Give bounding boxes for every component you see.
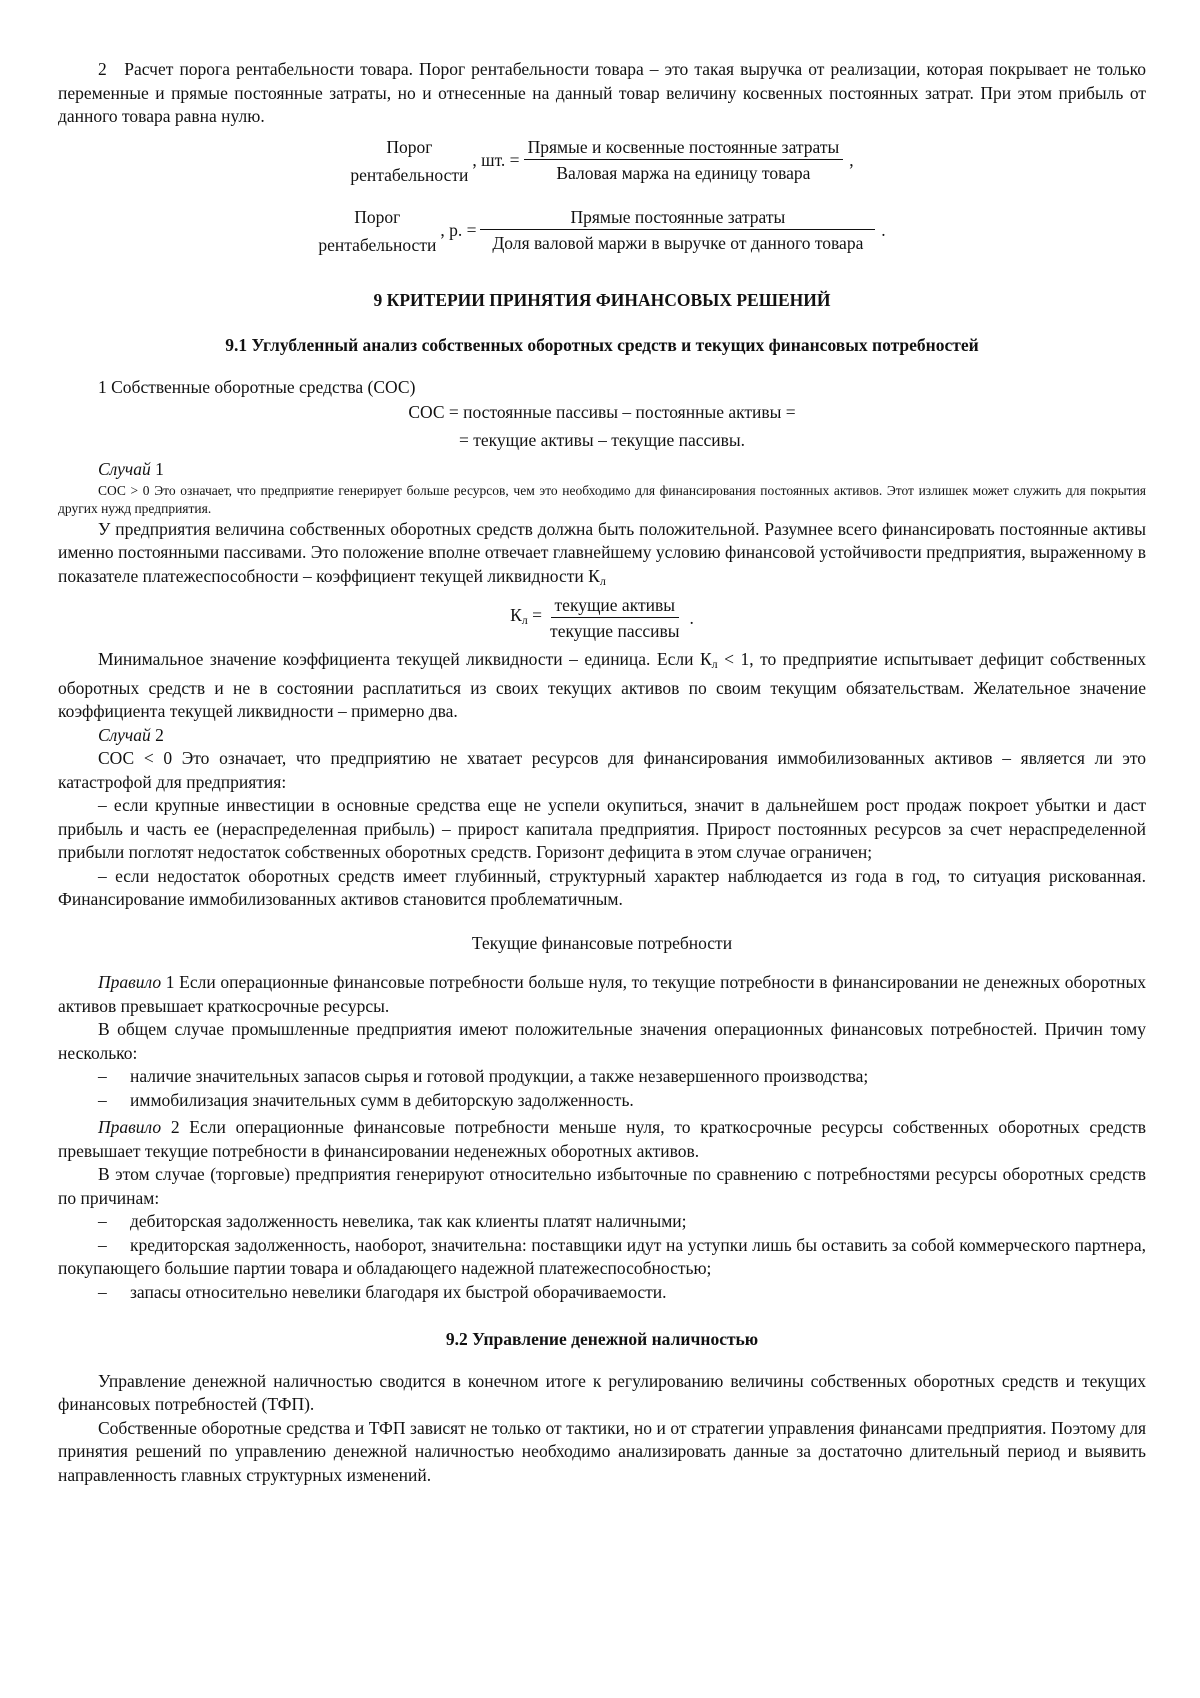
dash-marker: – (98, 1089, 107, 1110)
sos-title: 1 Собственные оборотные средства (СОС) (98, 376, 416, 397)
dash-marker: – (98, 1066, 107, 1086)
rule-2 (58, 1116, 1146, 1163)
kl-numerator: текущие активы (551, 593, 679, 618)
subheading-current-needs: Текущие финансовые потребности (471, 932, 733, 953)
formula-unit: , р. = (440, 219, 477, 240)
case-2-label (58, 724, 1146, 748)
list-2-item-3 (58, 1281, 1146, 1305)
formula-break-even-rub (58, 203, 1146, 259)
rule-1 (58, 971, 1146, 1018)
kl-subscript: л (599, 573, 606, 588)
list-item-text: наличие значительных запасов сырья и готовой продукции, а также незавершенного производства; (130, 1066, 869, 1086)
kl-symbol (510, 604, 542, 633)
list-item-text: дебиторская задолженность невелика, так как клиенты платят наличными; (130, 1211, 687, 1231)
min-liquidity-part1: Минимальное значение коэффициента текущей ликвидности – единица. Если К (98, 649, 712, 669)
section-heading-9: 9 КРИТЕРИИ ПРИНЯТИЯ ФИНАНСОВЫХ РЕШЕНИЙ (373, 289, 831, 310)
list-2-item-1 (58, 1210, 1146, 1234)
kl-fraction (546, 593, 683, 644)
kl-denominator: текущие пассивы (550, 621, 680, 641)
formula-break-even-units (58, 133, 1146, 189)
paragraph-cash-management: Управление денежной наличностью сводится в конечном итоге к регулированию величины собственных оборотных средств и текущих финансовых потребностей (ТФП). (58, 1370, 1146, 1414)
list-2-item-2 (58, 1234, 1146, 1281)
formula-lhs-line2: рентабельности (318, 234, 437, 255)
kl-end: . (689, 607, 694, 628)
sos-formula-line1: СОС = постоянные пассивы – постоянные активы = (408, 402, 796, 422)
subsection-heading-9-1: 9.1 Углубленный анализ собственных оборотных средств и текущих финансовых потребностей (225, 335, 979, 355)
rule-2-text: 2 Если операционные финансовые потребности меньше нуля, то краткосрочные ресурсы собственных оборотных средств превышает текущие потребности в финансировании неденежных оборотных активов. (58, 1117, 1146, 1161)
formula-lhs-line2: рентабельности (350, 164, 469, 185)
rule-1-text: 1 Если операционные финансовые потребности больше нуля, то текущие потребности в финансировании не денежных оборотных активов превышает краткосрочные ресурсы. (58, 972, 1146, 1016)
min-liquidity-part2: < 1, то предприятие испытывает дефицит собственных оборотных средств и не в состоянии расплатиться из своих текущих активов по своим текущим обязательствам. Желательное значение коэффициента текущей ликвидности – примерно два. (58, 649, 1146, 721)
formula-lhs (318, 203, 436, 259)
formula-denominator: Валовая маржа на единицу товара (556, 163, 811, 183)
dash-marker: – (98, 1211, 107, 1231)
formula-denominator: Доля валовой маржи в выручке от данного товара (492, 233, 864, 253)
paragraph-investments: – если крупные инвестиции в основные средства еще не успели окупиться, значит в дальнейшем рост продаж покроет убытки и даст прибыль и часть ее (нераспределенная прибыль) – прирост капитала предприятия. Прирост постоянных ресурсов за счет нераспределенной прибыли поглотят недостаток собственных оборотных средств. Горизонт дефицита в этом случае ограничен; (58, 795, 1146, 862)
list-1-item-1 (58, 1065, 1146, 1089)
paragraph-structural-deficit: – если недостаток оборотных средств имеет глубинный, структурный характер наблюдается из года в год, то ситуация рискованная. Финансирование иммобилизованных активов становится проблематичным. (58, 865, 1146, 909)
formula-numerator: Прямые и косвенные постоянные затраты (524, 135, 844, 160)
formula-liquidity-ratio (58, 593, 1146, 644)
dash-marker: – (98, 1281, 107, 1302)
case-1-word: Случай (98, 459, 151, 479)
formula-unit: , шт. = (472, 149, 520, 170)
kl-letter: К (510, 605, 522, 626)
list-1-item-2 (58, 1089, 1146, 1113)
case-1-label (58, 458, 1146, 482)
rule-1-word: Правило (98, 972, 162, 992)
list-item-text: иммобилизация значительных сумм в дебиторскую задолженность. (130, 1089, 634, 1110)
formula-lhs (350, 133, 468, 189)
formula-numerator: Прямые постоянные затраты (480, 205, 875, 230)
formula-end: , (849, 149, 854, 170)
paragraph-min-liquidity (58, 648, 1146, 724)
formula-lhs-line1: Порог (354, 206, 401, 227)
paragraph-trading: В этом случае (торговые) предприятия генерируют относительно избыточные по сравнению с потребностями ресурсы оборотных средств по причинам: (58, 1164, 1146, 1208)
formula-end: . (881, 219, 886, 240)
paragraph-negative-sos: СОС < 0 Это означает, что предприятию не хватает ресурсов для финансирования иммобилизованных активов – является ли это катастрофой для предприятия: (58, 748, 1146, 792)
case-1-number: 1 (150, 459, 164, 479)
dash-marker: – (98, 1234, 107, 1255)
list-item-text: запасы относительно невелики благодаря их быстрой оборачиваемости. (130, 1281, 667, 1302)
kl-subscript-2: л (711, 657, 718, 671)
case-2-word: Случай (98, 724, 151, 745)
formula-fraction (524, 135, 844, 186)
kl-sub: л (521, 613, 528, 628)
subsection-heading-9-2: 9.2 Управление денежной наличностью (445, 1329, 759, 1349)
formula-fraction (480, 205, 875, 256)
document-page (58, 58, 1146, 1487)
paragraph-positive-sos-text: У предприятия величина собственных оборотных средств должна быть положительной. Разумнее всего финансировать постоянные активы именно постоянными пассивами. Это положение вполне отвечает главнейшему условию финансовой устойчивости предприятия, выраженному в показателе платежеспособности – коэффициент текущей ликвидности К (58, 518, 1146, 586)
list-item-text: кредиторская задолженность, наоборот, значительна: поставщики идут на уступки лишь бы оставить за собой коммерческого партнера, покупающего большие партии товара и обладающего надежной платежеспособностью; (58, 1234, 1146, 1278)
paragraph-break-even: 2 Расчет порога рентабельности товара. Порог рентабельности товара – это такая выручка от реализации, которая покрывает не только переменные и прямые постоянные затраты, но и отнесенные на данный товар величину косвенных постоянных затрат. При этом прибыль от данного товара равна нулю. (58, 59, 1146, 126)
paragraph-industrial: В общем случае промышленные предприятия имеют положительные значения операционных финансовых потребностей. Причин тому несколько: (58, 1019, 1146, 1063)
case-2-number: 2 (150, 724, 164, 745)
kl-equals: = (527, 605, 543, 626)
paragraph-positive-sos (58, 518, 1146, 594)
rule-2-word: Правило (98, 1117, 162, 1137)
sos-formula-line2: = текущие активы – текущие пассивы. (458, 429, 746, 450)
formula-lhs-line1: Порог (386, 136, 433, 157)
paragraph-strategy: Собственные оборотные средства и ТФП зависят не только от тактики, но и от стратегии управления финансами предприятия. Поэтому для принятия решений по управлению денежной наличностью необходимо анализировать данные за достаточно длительный период и выявить направленность главных структурных изменений. (58, 1417, 1146, 1485)
case-1-note: СОС > 0 Это означает, что предприятие генерирует больше ресурсов, чем это необходимо для финансирования постоянных активов. Этот излишек может служить для покрытия других нужд предприятия. (58, 482, 1146, 516)
